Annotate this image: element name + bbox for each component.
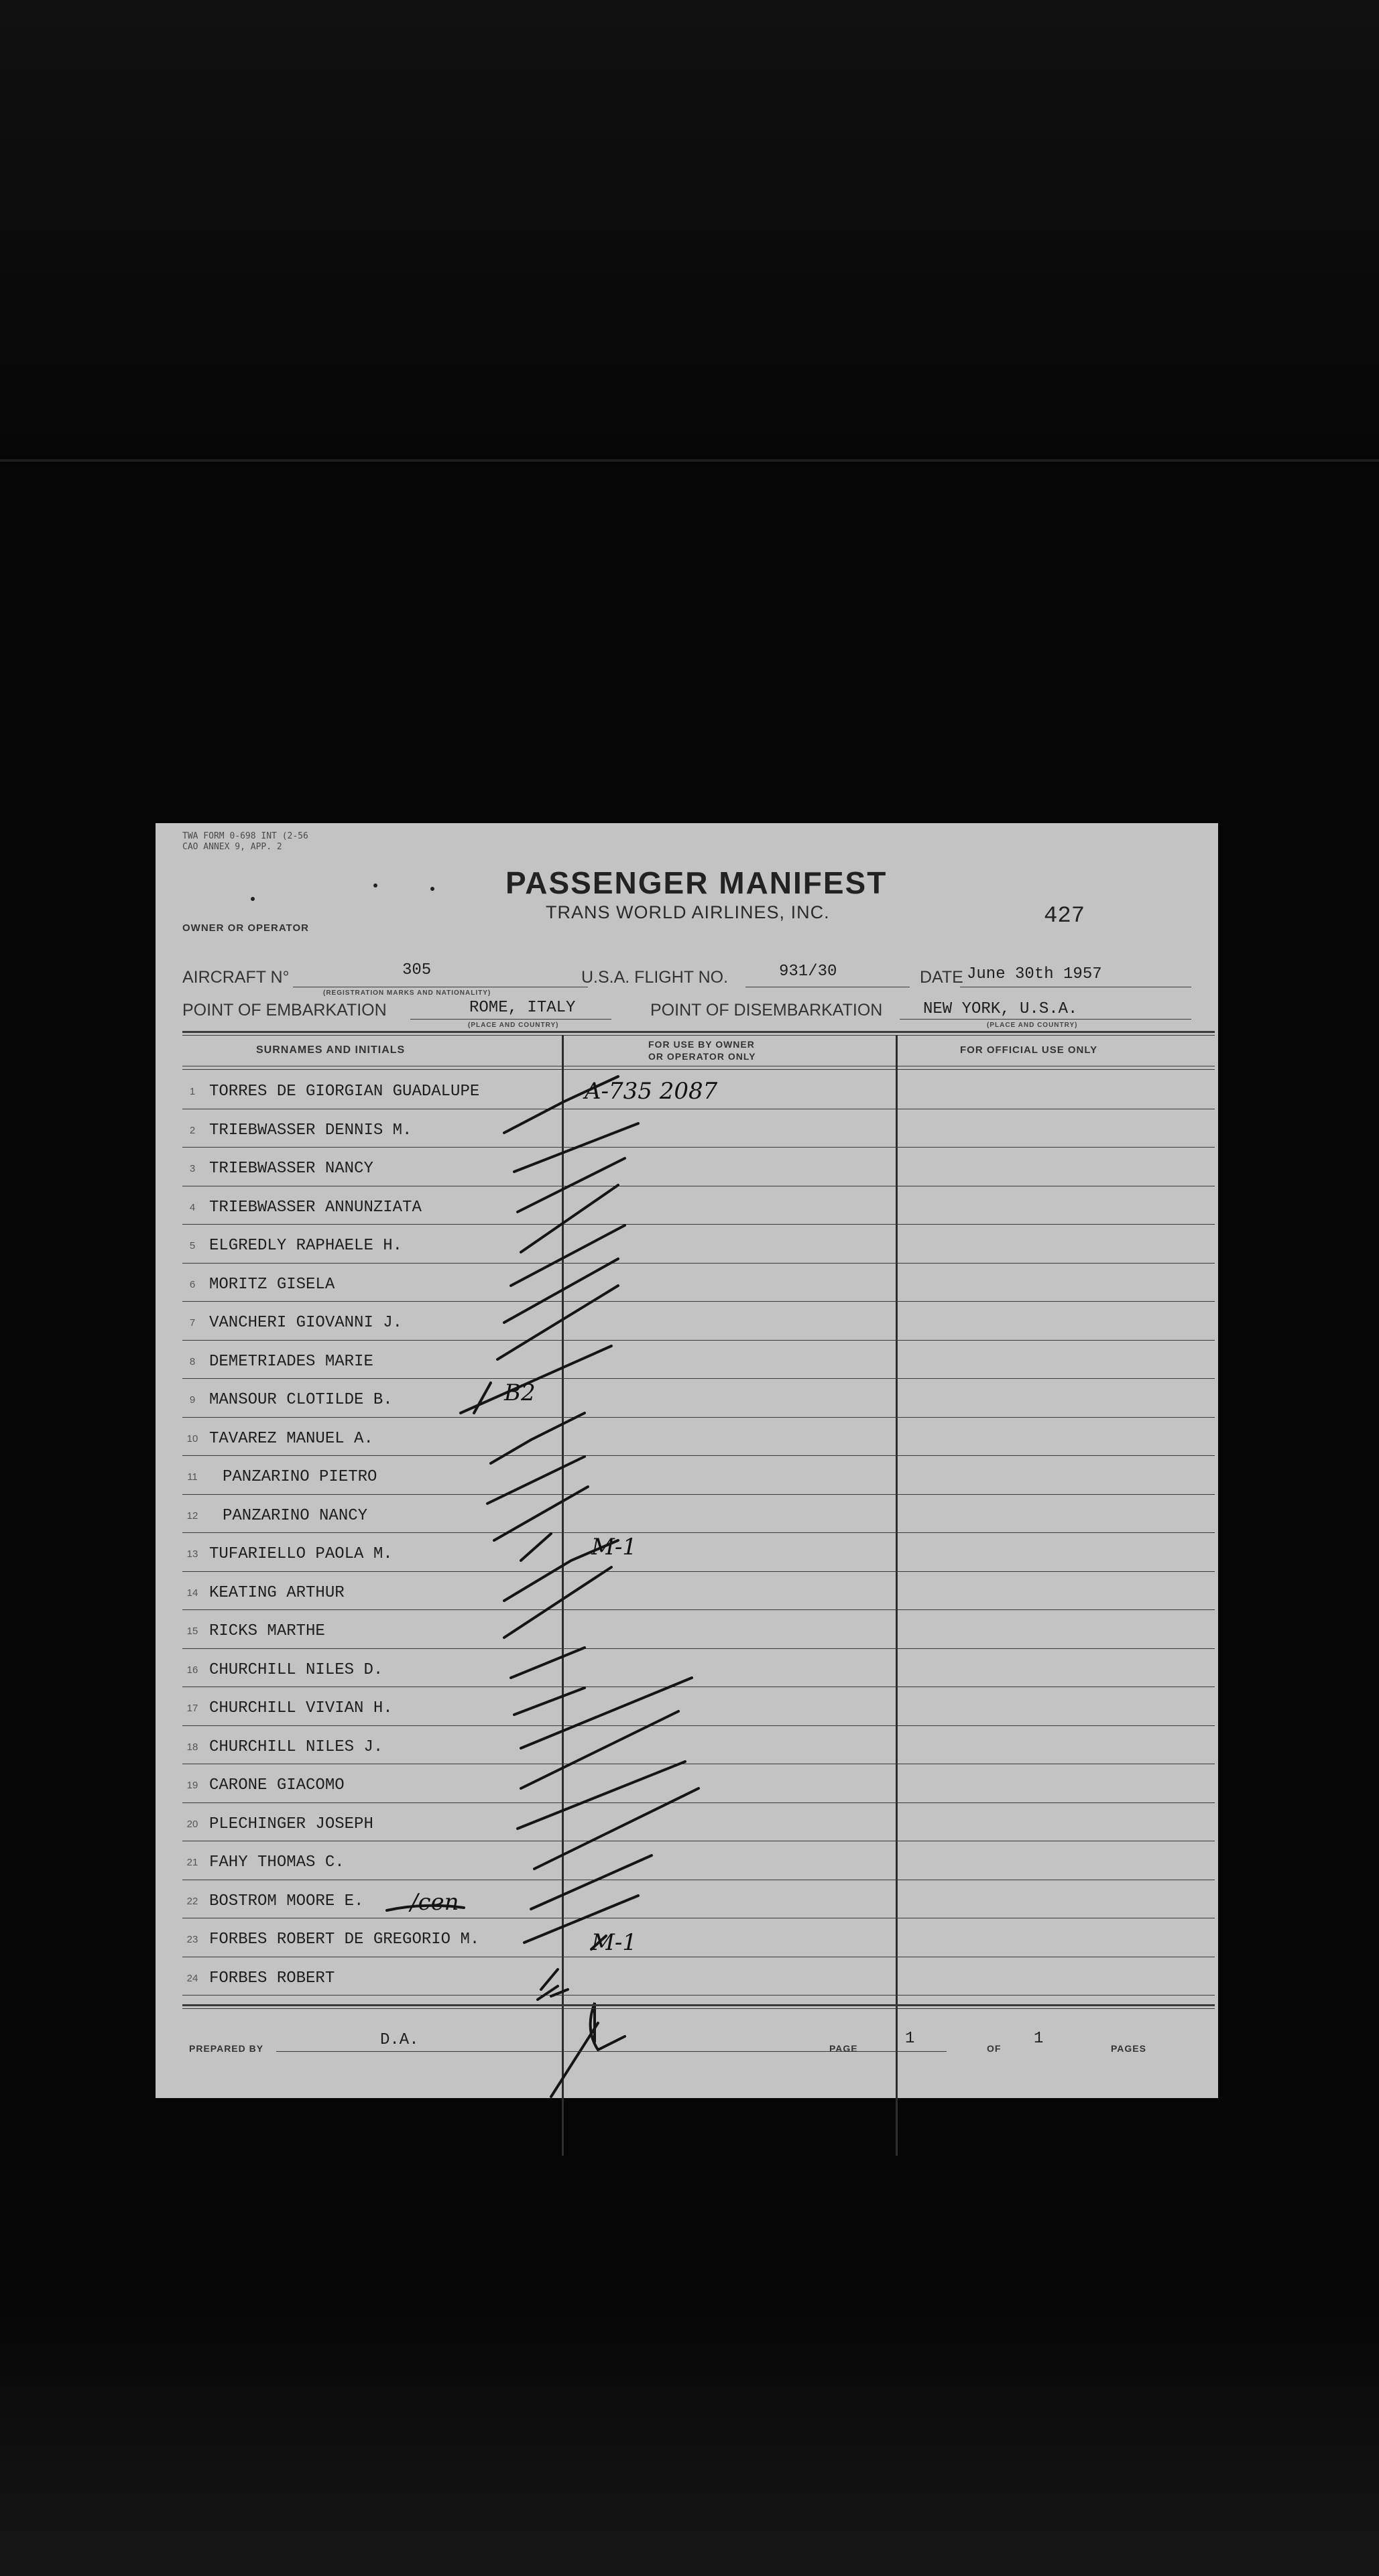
passenger-name: RICKS MARTHE [209, 1622, 325, 1640]
passenger-name: PANZARINO NANCY [223, 1506, 368, 1525]
check-mark-3 [518, 1158, 625, 1212]
passenger-name: FORBES ROBERT DE GREGORIO M. [209, 1930, 480, 1949]
of-value: 1 [1034, 2030, 1044, 2048]
row-number: 7 [189, 1317, 196, 1329]
column-header-owner-1: FOR USE BY OWNER [648, 1039, 755, 1050]
annotation-row23: M-1 [591, 1929, 637, 1956]
prepared-by-label: PREPARED BY [189, 2043, 264, 2054]
table-bottom-rule-thin [182, 2008, 1215, 2009]
passenger-name: CHURCHILL VIVIAN H. [209, 1699, 393, 1717]
row-number: 20 [186, 1818, 198, 1830]
passenger-name: TRIEBWASSER DENNIS M. [209, 1121, 412, 1140]
check-mark-7 [497, 1286, 618, 1359]
passenger-name: TRIEBWASSER NANCY [209, 1160, 373, 1178]
passenger-name: PLECHINGER JOSEPH [209, 1815, 373, 1833]
passenger-name: KEATING ARTHUR [209, 1583, 345, 1602]
row-number: 11 [187, 1471, 198, 1483]
manifest-sheet [156, 823, 1218, 2098]
column-header-owner-2: OR OPERATOR ONLY [648, 1051, 756, 1062]
check-mark-5 [511, 1225, 625, 1286]
flight-label: U.S.A. FLIGHT NO. [581, 968, 729, 987]
check-mark-21 [534, 1788, 699, 1869]
check-mark-10 [491, 1413, 585, 1463]
row-number: 5 [189, 1240, 196, 1251]
passenger-name: TRIEBWASSER ANNUNZIATA [209, 1198, 422, 1217]
check-mark-13 [521, 1534, 551, 1560]
check-mark-19 [521, 1711, 678, 1788]
row-number: 18 [186, 1741, 198, 1753]
row-number: 4 [189, 1201, 196, 1213]
passenger-name: CHURCHILL NILES J. [209, 1737, 383, 1756]
film-divider [0, 459, 1379, 462]
date-value: June 30th 1957 [967, 965, 1102, 983]
row-number: 10 [186, 1432, 198, 1445]
passenger-name: PANZARINO PIETRO [223, 1468, 377, 1486]
film-top-area [0, 0, 1379, 456]
check-mark-9 [474, 1383, 491, 1413]
disembarkation-value: NEW YORK, U.S.A. [923, 1000, 1078, 1018]
row-number: 24 [186, 1972, 198, 1984]
check-mark-8 [461, 1346, 611, 1413]
passenger-name: FAHY THOMAS C. [209, 1853, 345, 1872]
manifest-title: PASSENGER MANIFEST [505, 865, 888, 900]
passenger-name: MANSOUR CLOTILDE B. [209, 1391, 393, 1409]
annotation-row9: B2 [504, 1379, 536, 1406]
embarkation-sublabel: (PLACE AND COUNTRY) [468, 1022, 559, 1029]
row-number: 14 [186, 1587, 198, 1599]
column-header-official: FOR OFFICIAL USE ONLY [960, 1044, 1098, 1056]
check-mark-6 [504, 1259, 618, 1323]
row-number: 1 [189, 1086, 196, 1097]
check-mark-15 [504, 1567, 611, 1638]
annotation-row1: A-735 2087 [585, 1078, 718, 1105]
pages-label: PAGES [1111, 2043, 1146, 2054]
disembarkation-label: POINT OF DISEMBARKATION [650, 1001, 883, 1020]
row-number: 3 [189, 1163, 196, 1174]
column-header-names: SURNAMES AND INITIALS [256, 1044, 406, 1056]
row-number: 16 [186, 1664, 198, 1676]
passenger-name: TORRES DE GIORGIAN GUADALUPE [209, 1083, 480, 1101]
check-mark-20 [518, 1762, 685, 1829]
row-number: 6 [189, 1278, 196, 1290]
check-mark-17 [514, 1688, 585, 1715]
row-number: 8 [189, 1355, 196, 1367]
row-number: 13 [186, 1548, 198, 1560]
row-number: 23 [186, 1934, 198, 1945]
passenger-name: CHURCHILL NILES D. [209, 1660, 383, 1679]
handwritten-check-marks [156, 823, 1218, 2098]
passenger-name: FORBES ROBERT [209, 1969, 335, 1987]
row-number: 15 [186, 1626, 198, 1637]
check-mark-4 [521, 1185, 618, 1252]
row-number: 9 [189, 1394, 196, 1406]
aircraft-sublabel: (REGISTRATION MARKS AND NATIONALITY) [323, 989, 491, 997]
check-mark-16 [511, 1648, 585, 1678]
check-mark-22 [531, 1855, 652, 1909]
passenger-name: MORITZ GISELA [209, 1275, 335, 1294]
page-value: 1 [905, 2030, 915, 2048]
passenger-name: VANCHERI GIOVANNI J. [209, 1314, 403, 1332]
row-number: 2 [189, 1124, 196, 1136]
annotation-row22: /cen [410, 1889, 459, 1916]
form-number-line-2: CAO ANNEX 9, APP. 2 [182, 842, 282, 852]
of-label: OF [987, 2043, 1002, 2054]
passenger-name: CARONE GIACOMO [209, 1776, 345, 1794]
disembarkation-sublabel: (PLACE AND COUNTRY) [987, 1022, 1078, 1029]
check-mark-2 [514, 1123, 638, 1172]
aircraft-value: 305 [402, 961, 432, 979]
passenger-name: DEMETRIADES MARIE [209, 1352, 373, 1371]
passenger-name: TUFARIELLO PAOLA M. [209, 1545, 393, 1563]
aircraft-label: AIRCRAFT N° [182, 968, 290, 987]
owner-label: OWNER OR OPERATOR [182, 922, 309, 934]
check-mark-18 [521, 1678, 692, 1748]
page-stamp-number: 427 [1044, 904, 1085, 929]
page-label: PAGE [829, 2043, 858, 2054]
row-number: 19 [186, 1780, 198, 1791]
passenger-name: ELGREDLY RAPHAELE H. [209, 1237, 403, 1255]
prepared-by-value: D.A. [380, 2031, 419, 2049]
embarkation-value: ROME, ITALY [469, 999, 576, 1017]
annotation-row13: M-1 [591, 1534, 637, 1560]
passenger-name: TAVAREZ MANUEL A. [209, 1429, 373, 1448]
airline-name: TRANS WORLD AIRLINES, INC. [546, 902, 830, 922]
row-number: 21 [186, 1857, 198, 1868]
form-number-line-1: TWA FORM 0-698 INT (2-56 [182, 831, 308, 841]
row-number: 12 [186, 1510, 198, 1522]
film-bottom-area [0, 2292, 1379, 2576]
date-label: DATE [920, 968, 963, 987]
passenger-name: BOSTROM MOORE E. [209, 1892, 364, 1910]
signature-tail [551, 2023, 598, 2097]
row-number: 22 [186, 1895, 198, 1907]
embarkation-label: POINT OF EMBARKATION [182, 1001, 387, 1020]
flight-value: 931/30 [779, 963, 837, 981]
table-bottom-rule [182, 2004, 1215, 2006]
row-number: 17 [186, 1703, 198, 1714]
